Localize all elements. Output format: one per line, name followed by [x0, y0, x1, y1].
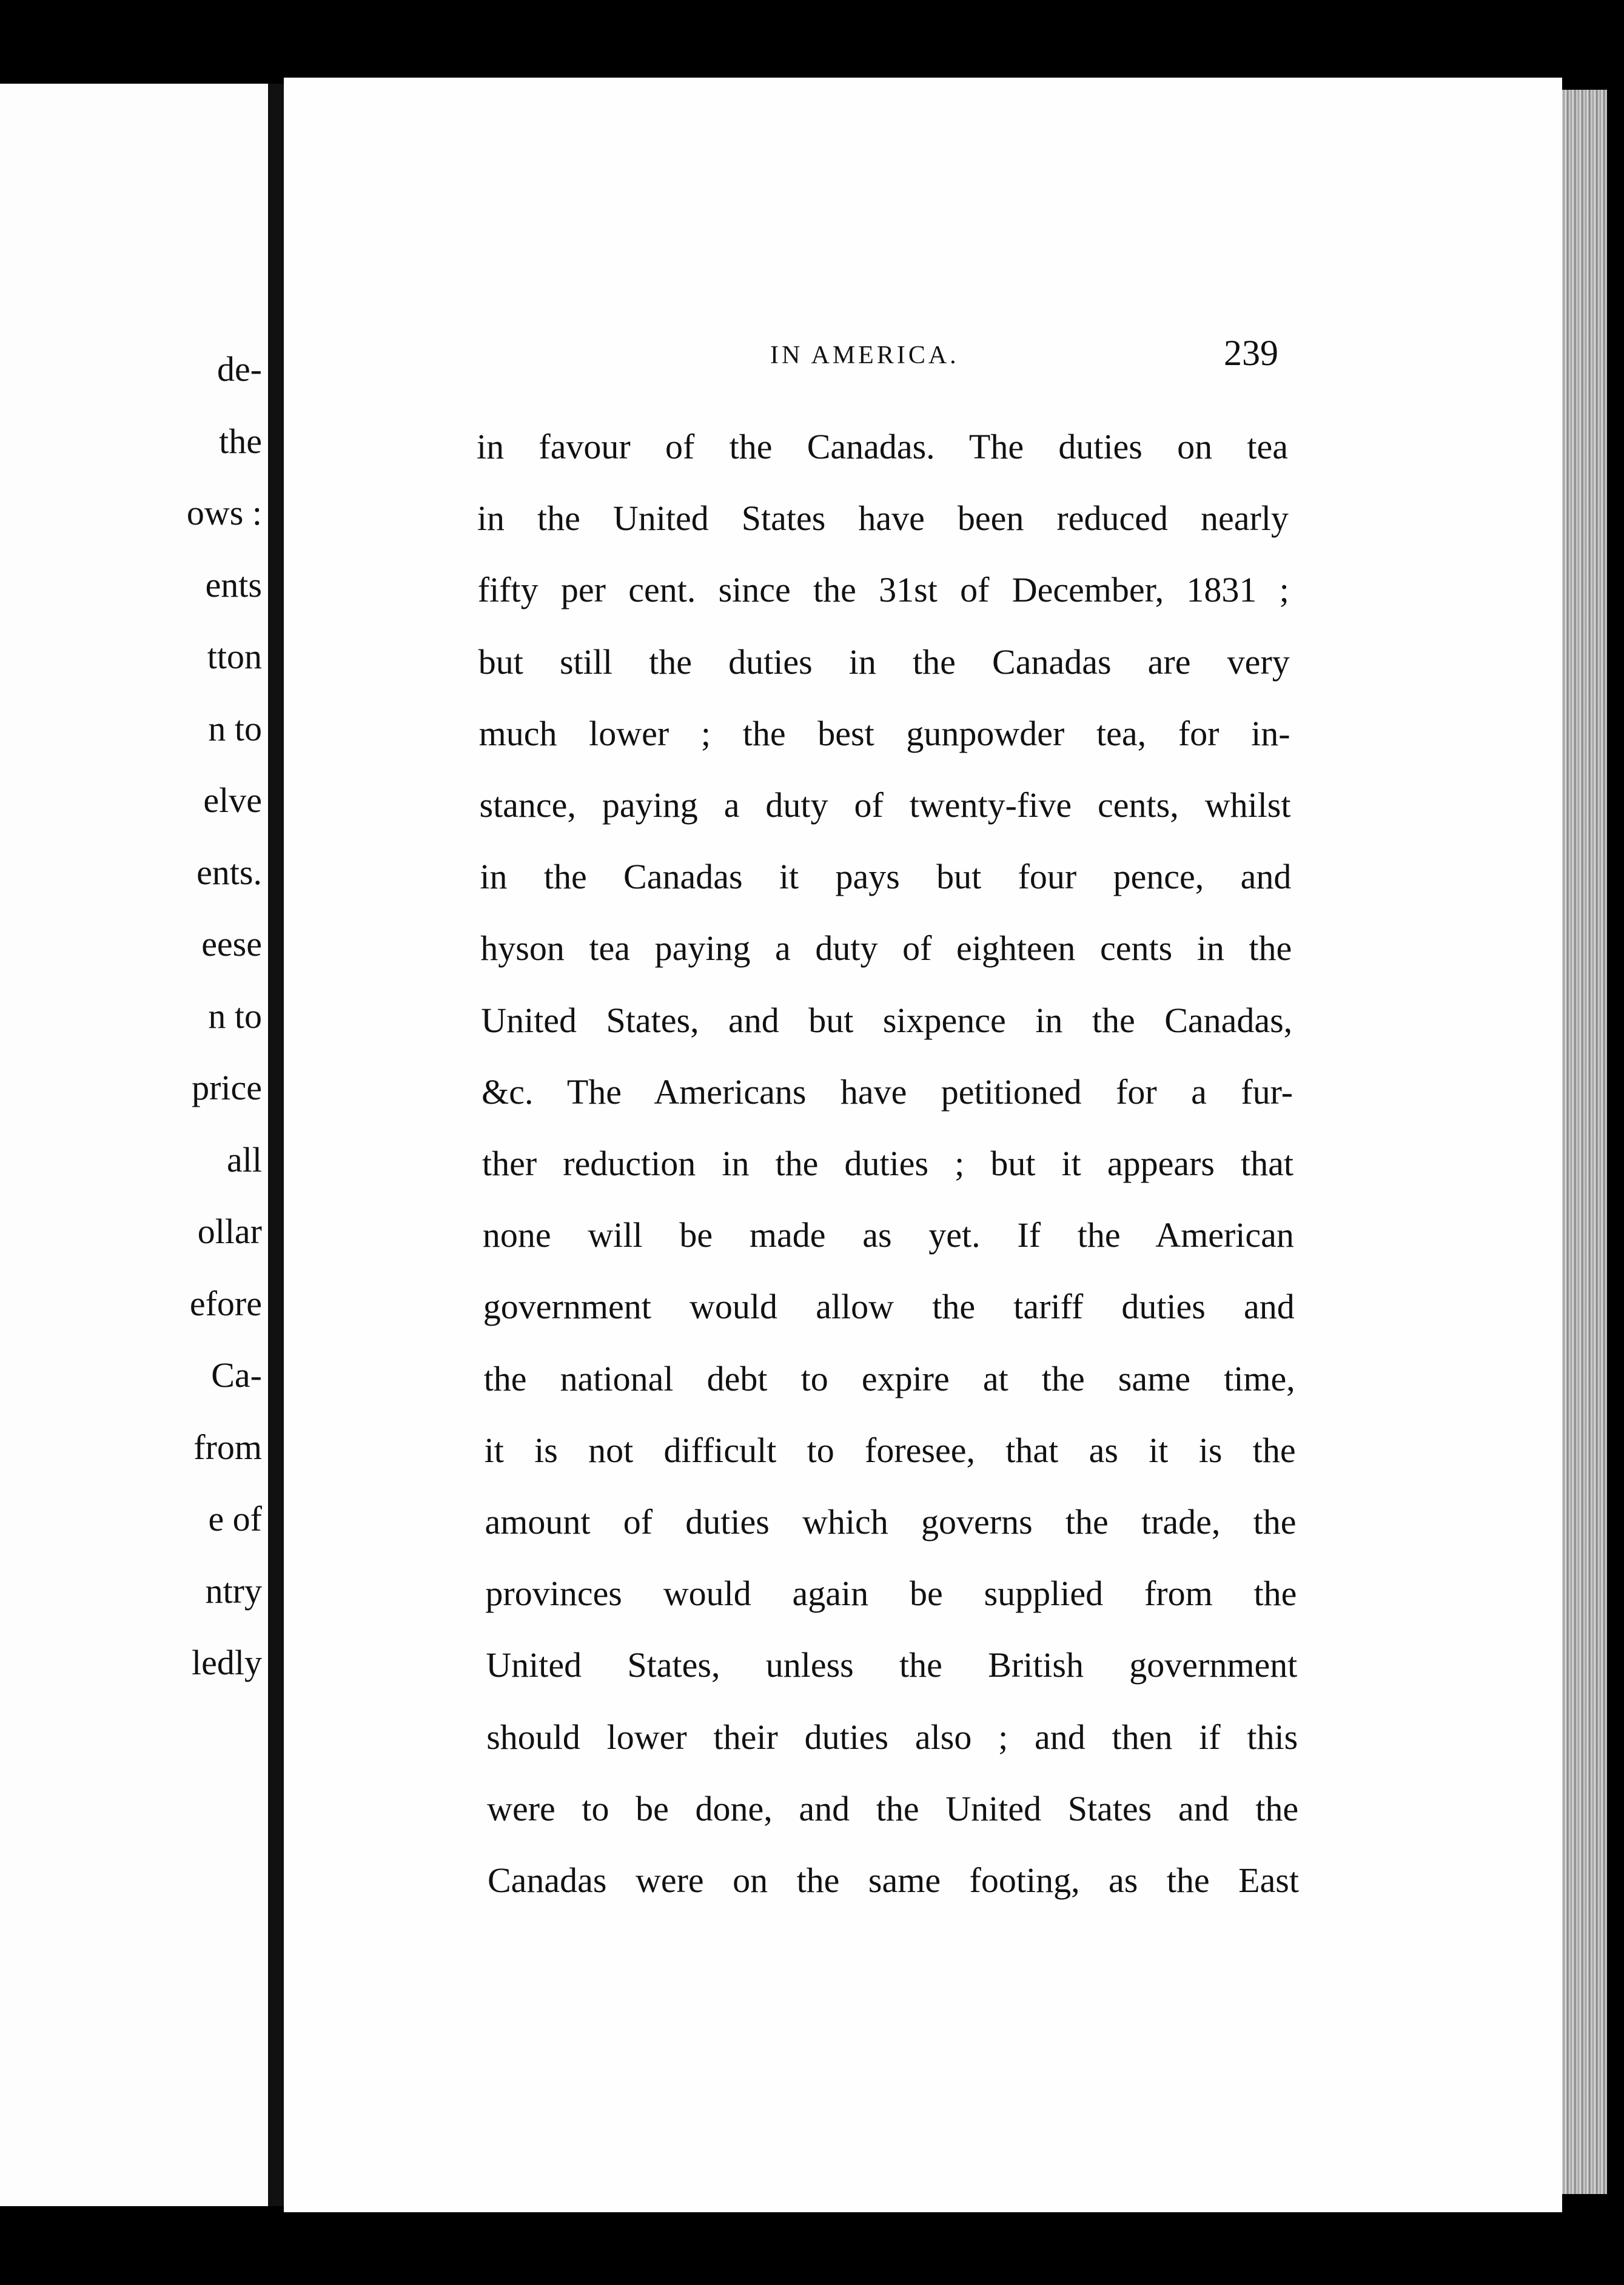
left-page-fragment: elve — [203, 780, 262, 820]
text-line: United States, and but sixpence in the Canadas, — [481, 1000, 1293, 1040]
text-line: fifty per cent. since the 31st of December, 1831 ; — [477, 570, 1289, 610]
text-line: the national debt to expire at the same time, — [483, 1358, 1295, 1398]
text-line: in the Canadas it pays but four pence, and — [480, 857, 1292, 897]
text-line: government would allow the tariff duties and — [483, 1287, 1295, 1327]
left-page-fragment: efore — [189, 1283, 262, 1323]
left-page-fragment: all — [227, 1139, 262, 1179]
text-line: should lower their duties also ; and then if this — [486, 1717, 1298, 1757]
text-line: Canadas were on the same footing, as the East — [488, 1861, 1299, 1900]
text-line: amount of duties which governs the trade, the — [485, 1502, 1297, 1542]
left-page-fragment: ledly — [192, 1643, 262, 1682]
left-page-fragment: tton — [207, 637, 262, 676]
left-page-fragment: price — [192, 1068, 262, 1107]
text-line: United States, unless the British government — [486, 1645, 1298, 1685]
left-page-fragment: from — [193, 1427, 262, 1467]
left-page-fragment: de- — [216, 349, 262, 389]
left-page-fragment: ents — [205, 565, 262, 605]
text-line: &c. The Americans have petitioned for a fur- — [481, 1072, 1293, 1112]
left-page-fragment: Ca- — [211, 1355, 262, 1395]
text-line: it is not difficult to foresee, that as it is the — [484, 1430, 1296, 1470]
text-line: hyson tea paying a duty of eighteen cents in the — [480, 928, 1292, 968]
page-edge — [1562, 90, 1607, 2194]
left-page-fragment: ntry — [205, 1571, 262, 1611]
left-page-fragment: ents. — [196, 852, 262, 892]
text-line: were to be done, and the United States and the — [487, 1788, 1299, 1828]
text-line: none will be made as yet. If the American — [482, 1215, 1294, 1255]
left-page — [0, 84, 268, 2206]
text-line: but still the duties in the Canadas are very — [478, 642, 1290, 682]
running-head: IN AMERICA. — [770, 341, 959, 369]
text-line: much lower ; the best gunpowder tea, for in- — [478, 713, 1290, 753]
text-line: in favour of the Canadas. The duties on tea — [477, 427, 1288, 466]
left-page-fragment: ows : — [186, 493, 262, 532]
left-page-fragment: ollar — [197, 1212, 262, 1251]
left-page-fragment: n to — [208, 708, 262, 748]
left-page-fragment: eese — [201, 924, 262, 964]
page-number: 239 — [1224, 333, 1278, 373]
text-line: in the United States have been reduced nearly — [477, 498, 1289, 539]
text-line: provinces would again be supplied from the — [485, 1574, 1297, 1614]
book-gutter — [268, 84, 284, 2206]
text-line: ther reduction in the duties ; but it appears that — [482, 1144, 1293, 1183]
left-page-fragment: e of — [208, 1499, 262, 1538]
left-page-fragment: the — [219, 421, 262, 461]
left-page-fragment: n to — [208, 996, 262, 1036]
text-line: stance, paying a duty of twenty-five cents, whilst — [479, 785, 1291, 825]
